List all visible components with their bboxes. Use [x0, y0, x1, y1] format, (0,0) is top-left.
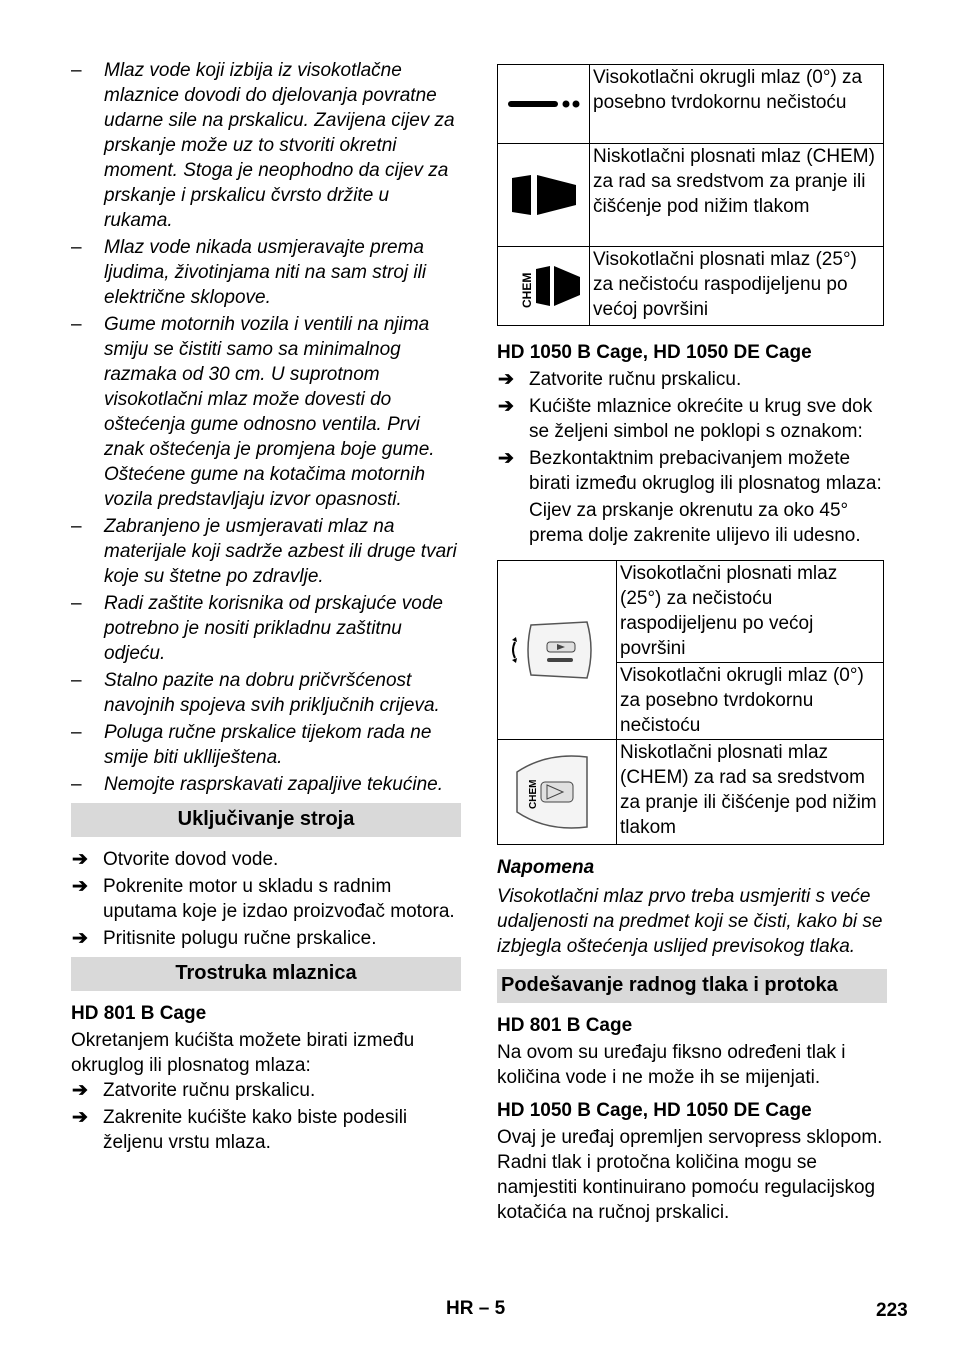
arrow-icon: ➔	[72, 928, 88, 949]
note-heading: Napomena	[497, 857, 595, 878]
section-heading-switch-on: Uključivanje stroja	[71, 803, 461, 837]
table-cell: Visokotlačni plosnati mlaz (25°) za nečistoću raspodijeljenu po većoj površini	[590, 247, 884, 326]
round-jet-icon	[498, 65, 590, 144]
step-item: ➔ Bezkontaktnim prebacivanjem možete birati između okruglog ili plosnatog mlaza:	[498, 448, 882, 494]
warning-item: – Mlaz vode nikada usmjeravajte prema ljudima, životinjama niti na sam stroj ili električne sklopove.	[71, 237, 427, 308]
warning-item: – Radi zaštite korisnika od prskajuće vode potrebno je nositi prikladnu zaštitnu odjeću.	[71, 593, 444, 664]
page-number: 223	[876, 1300, 908, 1321]
arrow-icon: ➔	[498, 369, 514, 390]
table-cell: Niskotlačni plosnati mlaz (CHEM) za rad sa sredstvom za pranje ili čišćenje pod nižim tlakom	[617, 740, 884, 845]
step-item: ➔ Zatvorite ručnu prskalicu.	[498, 369, 742, 390]
warning-item: – Mlaz vode koji izbija iz visokotlačne mlaznice dovodi do djelovanja povratne udarne sile na prskalicu. Zavijena cijev za prskanje može uz to stvoriti okretni moment. Stoga je neophodno da cijev za prskanje i prskalicu čvrsto držite u rukama.	[71, 60, 455, 231]
paragraph: Okretanjem kućišta možete birati između okruglog ili plosnatog mlaza:	[71, 1030, 415, 1076]
model-heading: HD 1050 B Cage, HD 1050 DE Cage	[497, 1100, 812, 1121]
model-heading: HD 801 B Cage	[71, 1003, 207, 1024]
nozzle-table-2	[497, 560, 884, 845]
section-heading-triple-nozzle: Trostruka mlaznica	[71, 957, 461, 991]
warning-item: – Poluga ručne prskalice tijekom rada ne smije biti uklliještena.	[71, 722, 432, 768]
section-heading-pressure: Podešavanje radnog tlaka i protoka	[497, 969, 887, 1003]
right-column	[497, 64, 887, 1225]
paragraph: Na ovom su uređaju fiksno određeni tlak i količina vode i ne može ih se mijenjati.	[497, 1042, 846, 1088]
step-item: ➔ Pokrenite motor u skladu s radnim uputama koje je izdao proizvođač motora.	[72, 876, 455, 922]
nozzle-table-1	[497, 64, 884, 326]
model-heading: HD 801 B Cage	[497, 1015, 633, 1036]
chem-fan-jet-icon	[498, 144, 590, 247]
table-row	[498, 740, 884, 845]
step-item: ➔ Otvorite dovod vode.	[72, 849, 279, 870]
chem-label: CHEM	[528, 779, 539, 809]
table-row	[498, 247, 884, 326]
table-row	[498, 65, 884, 144]
paragraph: Cijev za prskanje okrenutu za oko 45° prema dolje zakrenite ulijevo ili udesno.	[529, 500, 861, 546]
chem-label: CHEM	[519, 272, 534, 308]
warning-list	[71, 58, 461, 797]
warning-item: – Zabranjeno je usmjeravati mlaz na materijale koji sadrže azbest ili druge tvari koje su štetne po zdravlje.	[71, 516, 457, 587]
arrow-icon: ➔	[72, 1107, 88, 1128]
arrow-icon: ➔	[72, 876, 88, 897]
flat-jet-25-icon	[498, 247, 590, 326]
table-cell: Visokotlačni plosnati mlaz (25°) za nečistoću raspodijeljenu po većoj površini	[617, 561, 884, 663]
table-row	[498, 561, 884, 663]
rotation-nozzle-icon	[498, 561, 617, 740]
step-item: ➔ Zatvorite ručnu prskalicu.	[72, 1080, 316, 1101]
warning-item: – Gume motornih vozila i ventili na njima smiju se čistiti samo sa minimalnog razmaka od 30 cm. U suprotnom visokotlačni mlaz može dovesti do oštećenja gume odnosno ventila. Prvi znak oštećenja je promjena boje gume. Oštećene gume na kotačima motornih vozila predstavljaju izvor opasnosti.	[71, 314, 435, 510]
step-item: ➔ Kućište mlaznice okrećite u krug sve dok se željeni simbol ne poklopi s oznakom:	[498, 396, 873, 442]
warning-item: – Nemojte rasprskavati zapaljive tekućine.	[71, 774, 443, 795]
table-cell: Visokotlačni okrugli mlaz (0°) za posebno tvrdokornu nečistoću	[617, 663, 884, 740]
arrow-icon: ➔	[72, 849, 88, 870]
table-row	[498, 144, 884, 247]
arrow-icon: ➔	[498, 396, 514, 417]
model-heading: HD 1050 B Cage, HD 1050 DE Cage	[497, 342, 812, 363]
note-body: Visokotlačni mlaz prvo treba usmjeriti s veće udaljenosti na predmet koji se čisti, kako bi se izbjegla oštećenja uslijed previsokog tlaka.	[497, 886, 883, 957]
left-column	[71, 58, 461, 1157]
table-cell: Niskotlačni plosnati mlaz (CHEM) za rad sa sredstvom za pranje ili čišćenje pod nižim tlakom	[590, 144, 884, 247]
table-cell: Visokotlačni okrugli mlaz (0°) za posebno tvrdokornu nečistoću	[590, 65, 884, 144]
step-item: ➔ Pritisnite polugu ručne prskalice.	[72, 928, 377, 949]
step-item: ➔ Zakrenite kućište kako biste podesili željenu vrstu mlaza.	[72, 1107, 408, 1153]
arrow-icon: ➔	[72, 1080, 88, 1101]
chem-nozzle-icon	[498, 740, 617, 845]
paragraph: Ovaj je uređaj opremljen servopress sklopom. Radni tlak i protočna količina mogu se namjestiti kontinuirano pomoću regulacijskog kotačića na ručnoj prskalici.	[497, 1127, 883, 1223]
page-section-label: HR – 5	[446, 1298, 506, 1319]
arrow-icon: ➔	[498, 448, 514, 469]
warning-item: – Stalno pazite na dobru pričvršćenost navojnih spojeva svih priključnih crijeva.	[71, 670, 440, 716]
